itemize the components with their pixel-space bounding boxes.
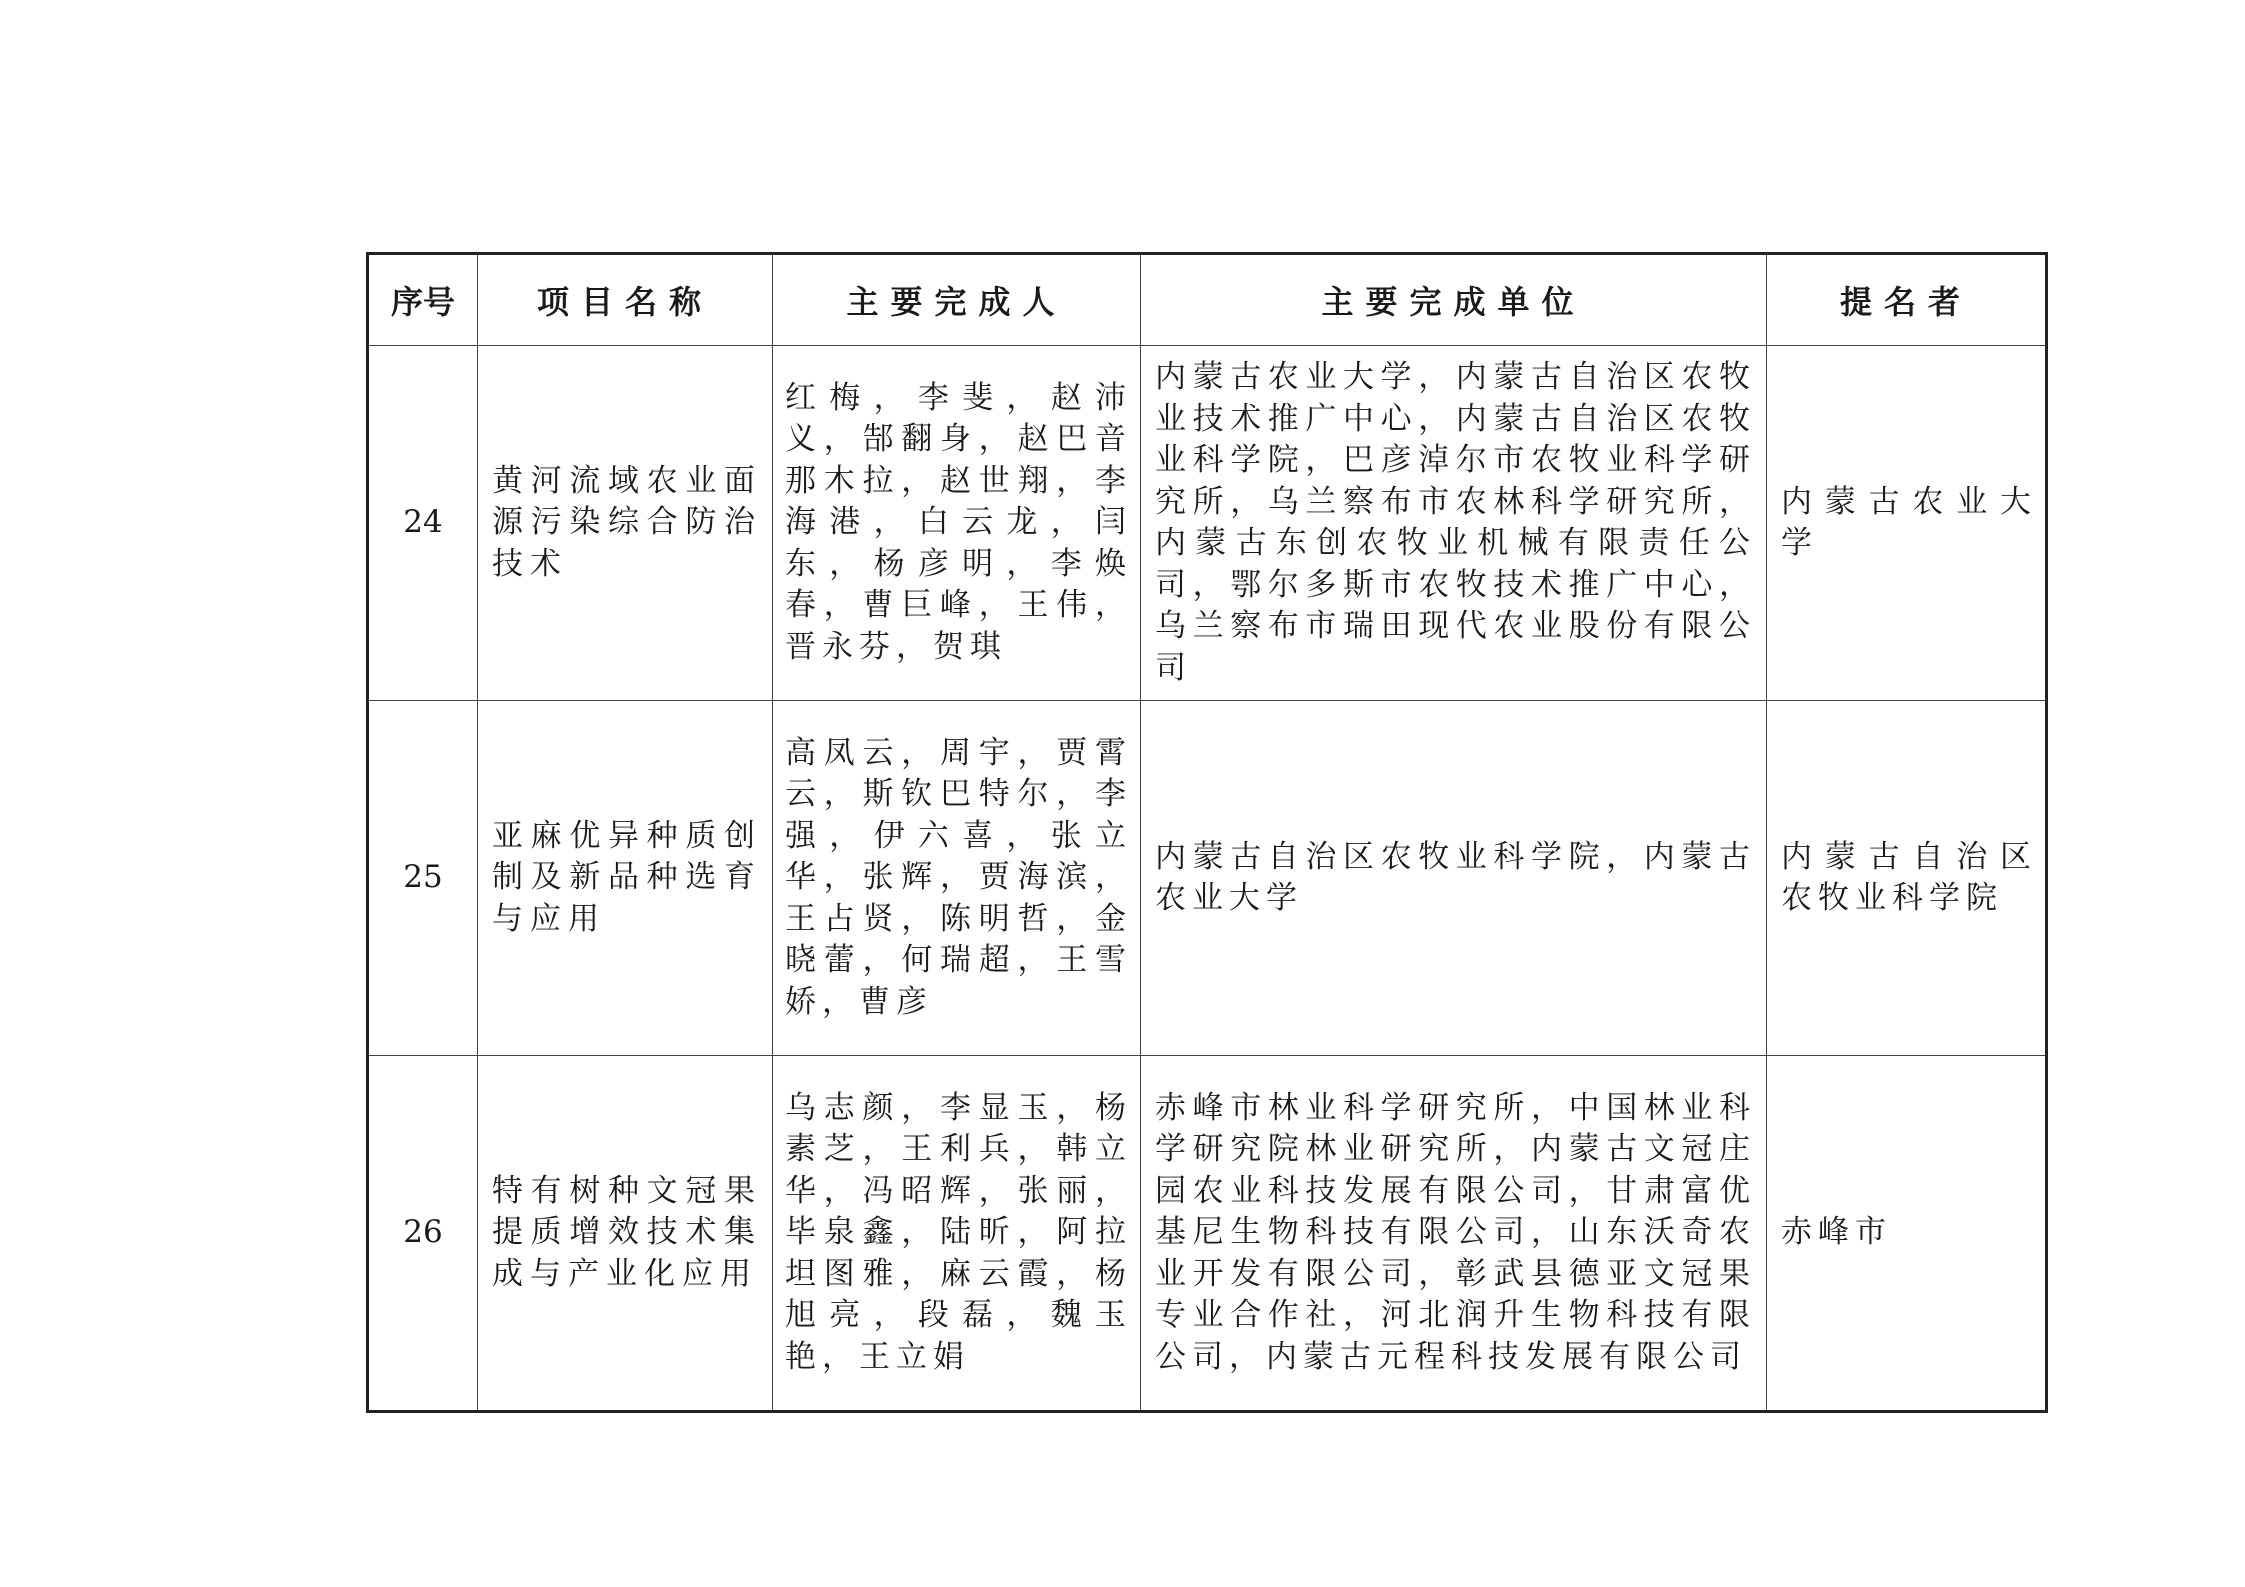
row-project-name: 特有树种文冠果提质增效技术集成与产业化应用 [478,1056,773,1412]
row-seq: 24 [368,346,478,701]
header-main-units: 主要完成单位 [1141,254,1767,346]
header-project-name: 项目名称 [478,254,773,346]
row-nominator: 内蒙古自治区农牧业科学院 [1767,701,2047,1056]
row-main-people: 乌志颜，李显玉，杨素芝，王利兵，韩立华，冯昭辉，张丽，毕泉鑫，陆昕，阿拉坦图雅，麻云霞，杨旭亮，段磊，魏玉艳，王立娟 [773,1056,1141,1412]
row-main-people: 红梅，李斐，赵沛义，郜翻身，赵巴音那木拉，赵世翔，李海港，白云龙，闫东，杨彦明，李焕春，曹巨峰，王伟，晋永芬，贺琪 [773,346,1141,701]
header-seq: 序号 [368,254,478,346]
award-table [366,252,2048,1413]
row-main-units: 赤峰市林业科学研究所，中国林业科学研究院林业研究所，内蒙古文冠庄园农业科技发展有限公司，甘肃富优基尼生物科技有限公司，山东沃奇农业开发有限公司，彰武县德亚文冠果专业合作社，河北润升生物科技有限公司，内蒙古元程科技发展有限公司 [1141,1056,1767,1412]
table-row [368,346,2047,701]
row-main-units: 内蒙古农业大学，内蒙古自治区农牧业技术推广中心，内蒙古自治区农牧业科学院，巴彦淖尔市农牧业科学研究所，乌兰察布市农林科学研究所，内蒙古东创农牧业机械有限责任公司，鄂尔多斯市农牧技术推广中心，乌兰察布市瑞田现代农业股份有限公司 [1141,346,1767,701]
table-row [368,1056,2047,1412]
header-nominator: 提名者 [1767,254,2047,346]
row-main-units: 内蒙古自治区农牧业科学院，内蒙古农业大学 [1141,701,1767,1056]
row-project-name: 亚麻优异种质创制及新品种选育与应用 [478,701,773,1056]
header-main-people: 主要完成人 [773,254,1141,346]
row-project-name: 黄河流域农业面源污染综合防治技术 [478,346,773,701]
header-row [368,254,2047,346]
row-seq: 26 [368,1056,478,1412]
row-nominator: 内蒙古农业大学 [1767,346,2047,701]
table-row [368,701,2047,1056]
row-nominator: 赤峰市 [1767,1056,2047,1412]
row-main-people: 高凤云，周宇，贾霄云，斯钦巴特尔，李强，伊六喜，张立华，张辉，贾海滨，王占贤，陈明哲，金晓蕾，何瑞超，王雪娇，曹彦 [773,701,1141,1056]
row-seq: 25 [368,701,478,1056]
